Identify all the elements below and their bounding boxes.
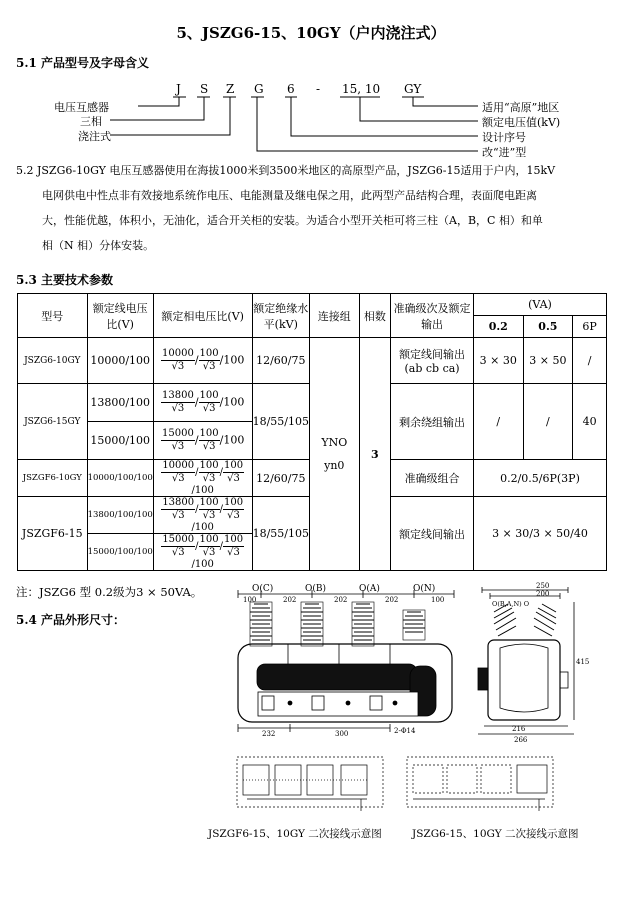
frac-den: √3 [227,547,240,558]
terminal-a: O(A) [359,584,380,594]
dim-202-b: 202 [334,596,348,604]
cell-phase-ratio: $\frac{15000}{√3}$ / $\frac{100}{√3}$ / $\frac{100}{√3}$ /100 [153,534,252,571]
para-line: 5.2 JSZG6-10GY 电压互感器使用在海拔1000米到3500米地区的高原型产品，JSZG6-15适用于户内，15kV [16,164,556,177]
code-letter-j: J [176,82,181,96]
frac-den: √3 [171,441,185,452]
cell-model: JSZG6-15GY [18,384,88,460]
th-class-05: 0.5 [523,316,573,338]
cell-va-05: 3 × 50 [523,338,573,384]
frac-tail: /100 [219,395,245,409]
cell-phase-ratio: $\frac{15000}{√3}$ / $\frac{100}{√3}$ /100 [153,422,252,460]
label-three-phase: 三相 [80,115,102,128]
cell-line-ratio: 15000/100 [87,422,153,460]
th-class-02: 0.2 [473,316,523,338]
frac-den: √3 [227,473,240,484]
cell-model: JSZGF6-15 [18,497,88,571]
wiring-diagram-jszgf6 [235,755,385,815]
code-leader-lines [0,0,622,170]
dim-200: 200 [536,590,550,598]
front-view-drawing [230,582,462,747]
section-5-4-heading: 5.4 产品外形尺寸： [16,613,126,627]
cell-model: JSZG6-10GY [18,338,88,384]
label-cast-type: 浇注式 [78,130,111,143]
cell-accuracy: 额定线间输出 [391,497,474,571]
cell-accuracy: 剩余绕组输出 [391,384,474,460]
th-line-ratio: 额定线电压比(V) [87,294,153,338]
frac-num: 100 [223,534,244,545]
cell-line-ratio: 10000/100/100 [87,460,153,497]
code-letter-z: Z [226,82,235,96]
label-plateau: 适用“高原”地区 [482,101,560,114]
side-terminals: O(B,A,N) O [492,600,530,608]
cell-phase-ratio: $\frac{10000}{√3}$ / $\frac{100}{√3}$ / $\frac{100}{√3}$ /100 [153,460,252,497]
dim-100-left: 100 [243,596,257,604]
frac-num: 13800 [162,390,194,401]
caption-jszg6-wiring: JSZG6-15、10GY 二次接线示意图 [412,828,579,840]
frac-num: 100 [199,428,219,439]
frac-den: √3 [202,403,216,414]
frac-den: √3 [227,510,240,521]
section-5-3-heading: 5.3 主要技术参数 [16,273,114,287]
dim-216: 216 [512,725,526,733]
code-letter-s: S [200,82,209,96]
th-class-6p: 6P [573,316,607,338]
wiring-diagram-jszg6 [405,755,555,815]
frac-den: √3 [202,510,216,521]
th-accuracy: 准确级次及额定输出 [391,294,474,338]
th-va: (VA) [473,294,606,316]
section-5-1-heading: 5.1 产品型号及字母含义 [16,56,150,70]
frac-num: 100 [199,534,219,545]
frac-den: √3 [171,403,185,414]
cell-accuracy: 准确级组合 [391,460,474,497]
group-yno: YNO [321,436,348,449]
cell-insulation: 12/60/75 [252,460,309,497]
frac-num: 10000 [162,348,194,359]
dim-202-a: 202 [283,596,297,604]
cell-accuracy: 额定线间输出(ab cb ca) [391,338,474,384]
cell-group [309,338,359,571]
code-dash: - [316,82,321,96]
frac-num: 13800 [162,497,195,508]
frac-num: 15000 [162,428,194,439]
cell-va-02: / [473,384,523,460]
cell-va-05: / [523,384,573,460]
frac-den: √3 [202,547,216,558]
dim-415: 415 [576,658,590,666]
th-phase-ratio: 额定相电压比(V) [153,294,252,338]
cell-va-6p: / [573,338,607,384]
frac-den: √3 [202,473,216,484]
th-group: 连接组 [309,294,359,338]
frac-den: √3 [171,510,185,521]
cell-line-ratio: 15000/100/100 [87,534,153,571]
spec-table [17,293,607,571]
dim-300: 300 [335,730,349,738]
cell-phase-ratio: $\frac{13800}{√3}$ / $\frac{100}{√3}$ / $\frac{100}{√3}$ /100 [153,497,252,534]
code-digit-6: 6 [287,82,295,96]
cell-model: JSZGF6-10GY [18,460,88,497]
code-gy: GY [404,82,422,96]
label-improved: 改“进”型 [482,146,527,159]
dim-250: 250 [536,582,550,590]
caption-jszgf6-wiring: JSZGF6-15、10GY 二次接线示意图 [208,828,382,840]
cell-insulation: 12/60/75 [252,338,309,384]
terminal-c: O(C) [252,584,274,594]
cell-phase-ratio: $\frac{10000}{√3}$ / $\frac{100}{√3}$ /100 [153,338,252,384]
para-line: 大，性能优越，体积小，无油化，适合开关柜的安装。为适合小型开关柜可将三柱（A，B，C 相）和单 [42,214,543,227]
frac-num: 100 [199,390,219,401]
frac-den: √3 [171,547,185,558]
frac-tail: /100 [219,433,245,447]
terminal-n: O(N) [413,584,436,594]
frac-num: 100 [199,348,219,359]
label-design-no: 设计序号 [482,131,526,144]
para-line: 相（N 相）分体安装。 [42,239,155,252]
frac-num: 100 [223,497,244,508]
cell-line-ratio: 10000/100 [87,338,153,384]
dim-100-right: 100 [431,596,445,604]
cell-va-02: 3 × 30 [473,338,523,384]
frac-tail: /100 [191,559,214,570]
cell-phase-ratio: $\frac{13800}{√3}$ / $\frac{100}{√3}$ /100 [153,384,252,422]
frac-tail: /100 [191,522,214,533]
code-voltage: 15, 10 [342,82,381,96]
frac-tail: /100 [219,353,245,367]
terminal-b: O(B) [305,584,327,594]
table-note: 注：JSZG6 型 0.2级为3 × 50VA。 [16,585,203,599]
frac-den: √3 [202,441,216,452]
group-yn0: yn0 [324,459,345,472]
frac-den: √3 [171,361,185,372]
th-model: 型号 [18,294,88,338]
label-voltage-transformer: 电压互感器 [54,101,109,114]
th-phases: 相数 [359,294,391,338]
frac-num: 100 [223,460,244,471]
cell-line-ratio: 13800/100 [87,384,153,422]
frac-den: √3 [202,361,216,372]
dim-232: 232 [262,730,276,738]
frac-num: 10000 [162,460,195,471]
cell-insulation: 18/55/105 [252,497,309,571]
cell-va-combo: 0.2/0.5/6P(3P) [473,460,606,497]
frac-tail: /100 [191,485,214,496]
frac-num: 15000 [162,534,195,545]
dim-266: 266 [514,736,528,744]
label-rated-voltage: 额定电压值(kV) [482,116,561,129]
cell-phases: 3 [359,338,391,571]
para-line: 电网供电中性点非有效接地系统作电压、电能测量及继电保之用，此两型产品结构合理，表面爬电距离 [42,189,537,202]
code-letter-g: G [254,82,264,96]
frac-num: 100 [199,460,219,471]
section-5-2-text [16,158,616,258]
page-title: 5、JSZG6-15、10GY（户内浇注式） [176,24,446,42]
frac-num: 100 [199,497,219,508]
cell-va-6p: 40 [573,384,607,460]
th-insulation: 额定绝缘水平(kV) [252,294,309,338]
frac-den: √3 [171,473,185,484]
dim-202-c: 202 [385,596,399,604]
cell-insulation: 18/55/105 [252,384,309,460]
cell-line-ratio: 13800/100/100 [87,497,153,534]
cell-va-output: 3 × 30/3 × 50/40 [473,497,606,571]
dim-hole: 2-Φ14 [394,727,416,735]
